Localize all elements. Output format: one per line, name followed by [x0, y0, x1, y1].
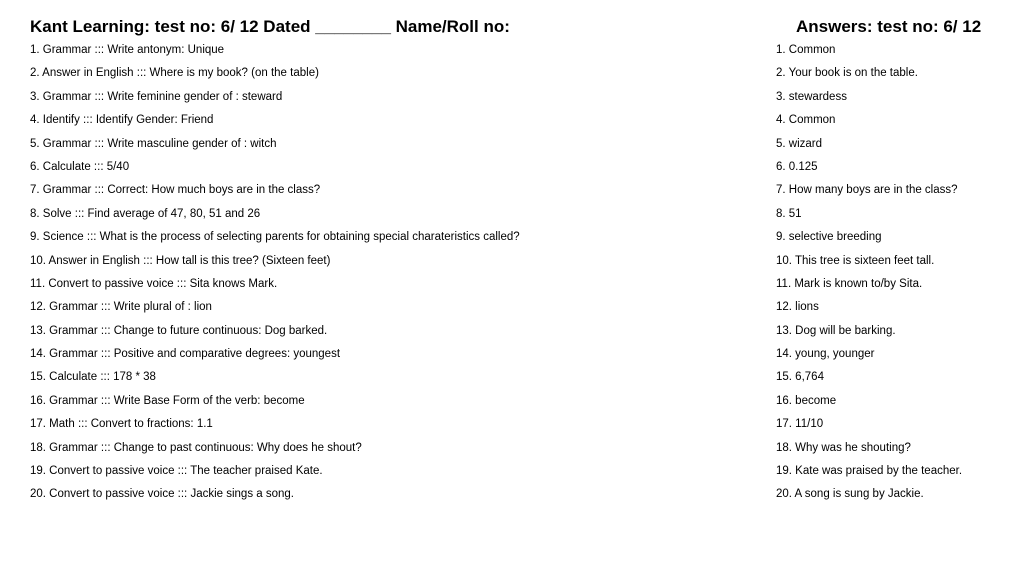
question-item: 10. Answer in English ::: How tall is this tree? (Sixteen feet)	[30, 254, 331, 267]
answer-list	[776, 39, 1016, 507]
answer-item: 6. 0.125	[776, 160, 818, 173]
question-item: 18. Grammar ::: Change to past continuous: Why does he shout?	[30, 441, 362, 454]
answer-item: 18. Why was he shouting?	[776, 441, 911, 454]
question-item: 12. Grammar ::: Write plural of : lion	[30, 301, 212, 314]
question-item: 6. Calculate ::: 5/40	[30, 160, 130, 173]
question-item: 4. Identify ::: Identify Gender: Friend	[30, 114, 214, 127]
question-item: 15. Calculate ::: 178 * 38	[30, 371, 156, 384]
questions-column	[30, 16, 750, 507]
answer-item: 9. selective breeding	[776, 231, 882, 244]
question-item: 19. Convert to passive voice ::: The teacher praised Kate.	[30, 465, 323, 478]
question-item: 7. Grammar ::: Correct: How much boys are in the class?	[30, 184, 321, 197]
question-item: 20. Convert to passive voice ::: Jackie sings a song.	[30, 488, 294, 501]
question-item: 17. Math ::: Convert to fractions: 1.1	[30, 418, 213, 431]
answer-item: 19. Kate was praised by the teacher.	[776, 465, 963, 478]
answer-item: 17. 11/10	[776, 418, 824, 431]
question-item: 2. Answer in English ::: Where is my book? (on the table)	[30, 67, 319, 80]
question-item: 3. Grammar ::: Write feminine gender of : steward	[30, 90, 283, 103]
answer-item: 20. A song is sung by Jackie.	[776, 488, 924, 501]
answer-item: 15. 6,764	[776, 371, 824, 384]
question-item: 5. Grammar ::: Write masculine gender of : witch	[30, 137, 277, 150]
answer-item: 13. Dog will be barking.	[776, 324, 896, 337]
answer-item: 14. young, younger	[776, 348, 875, 361]
question-item: 1. Grammar ::: Write antonym: Unique	[30, 44, 225, 56]
answers-column	[776, 16, 1016, 507]
question-item: 8. Solve ::: Find average of 47, 80, 51 and 26	[30, 207, 261, 220]
question-item: 13. Grammar ::: Change to future continuous: Dog barked.	[30, 324, 328, 337]
answer-item: 11. Mark is known to/by Sita.	[776, 277, 923, 290]
answer-item: 5. wizard	[776, 137, 823, 150]
answers-title: Answers: test no: 6/ 12	[796, 17, 982, 36]
answer-item: 3. stewardess	[776, 90, 847, 103]
answer-item: 2. Your book is on the table.	[776, 67, 918, 80]
question-item: 11. Convert to passive voice ::: Sita knows Mark.	[30, 277, 278, 290]
question-item: 9. Science ::: What is the process of selecting parents for obtaining special charateristics called?	[30, 231, 520, 244]
answer-item: 7. How many boys are in the class?	[776, 184, 958, 197]
question-item: 14. Grammar ::: Positive and comparative degrees: youngest	[30, 348, 341, 361]
question-list	[30, 39, 750, 507]
answer-item: 8. 51	[776, 207, 802, 220]
answer-item: 10. This tree is sixteen feet tall.	[776, 254, 935, 267]
test-title: Kant Learning: test no: 6/ 12 Dated ________ Name/Roll no:	[30, 17, 510, 36]
answer-item: 16. become	[776, 394, 837, 407]
answer-item: 4. Common	[776, 114, 836, 127]
answer-item: 12. lions	[776, 301, 819, 314]
answer-item: 1. Common	[776, 44, 836, 56]
question-item: 16. Grammar ::: Write Base Form of the verb: become	[30, 394, 305, 407]
